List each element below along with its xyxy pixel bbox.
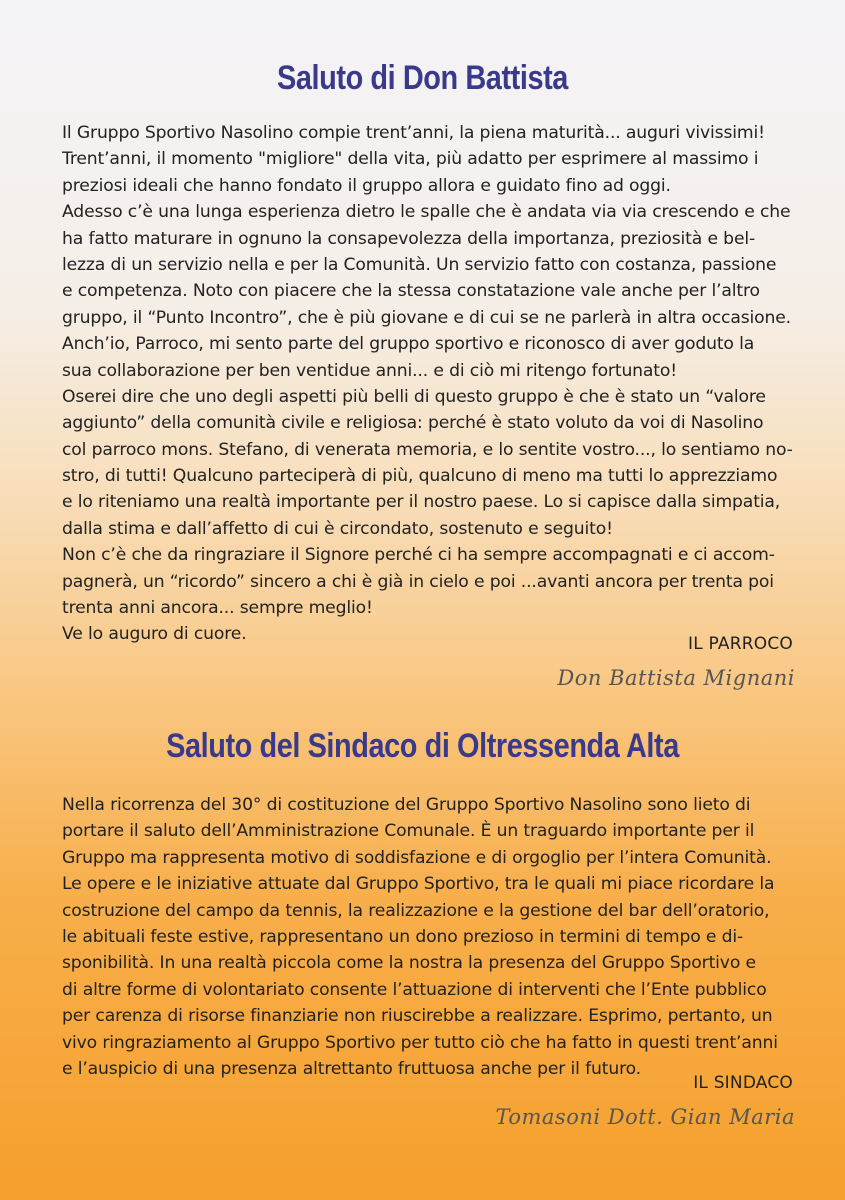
text-line: gruppo, il “Punto Incontro”, che è più giovane e di cui se ne parlerà in altra occasione. — [62, 307, 791, 328]
text-line: preziosi ideali che hanno fondato il gruppo allora e guidato fino ad oggi. — [62, 175, 671, 196]
text-line: aggiunto” della comunità civile e religiosa: perché è stato voluto da voi di Nasolino — [62, 413, 764, 434]
text-line: costruzione del campo da tennis, la realizzazione e la gestione del bar dell’oratorio, — [62, 900, 770, 921]
text-line: vivo ringraziamento al Gruppo Sportivo per tutto ciò che ha fatto in questi trent’anni — [62, 1032, 778, 1053]
text-line: Nella ricorrenza del 30° di costituzione del Gruppo Sportivo Nasolino sono lieto di — [62, 795, 751, 815]
text-line: col parroco mons. Stefano, di venerata memoria, e lo sentite vostro..., lo sentiamo no- — [62, 439, 793, 460]
text-line: per carenza di risorse finanziarie non riuscirebbe a realizzare. Esprimo, pertanto, un — [62, 1006, 773, 1027]
text-line: pagnerà, un “ricordo” sincero a chi è già in cielo e poi ...avanti ancora per trenta poi — [62, 571, 774, 592]
text-line: le abituali feste estive, rappresentano un dono prezioso in termini di tempo e di- — [62, 926, 744, 947]
signature-sindaco: Tomasoni Dott. Gian Maria — [495, 1105, 795, 1129]
text-line: ha fatto maturare in ognuno la consapevolezza della importanza, preziosità e bel- — [62, 228, 756, 249]
signer-role-sindaco: IL SINDACO — [693, 1073, 793, 1093]
text-line: Oserei dire che uno degli aspetti più belli di questo gruppo è che è stato un “valore — [62, 386, 766, 407]
section-title-parroco: Saluto di Don Battista — [277, 59, 568, 97]
text-line: dalla stima e dall’affetto di cui è circondato, sostenuto e seguito! — [62, 518, 613, 539]
text-line: e l’auspicio di una presenza altrettanto fruttuosa anche per il futuro. — [62, 1058, 641, 1079]
text-line: Anch’io, Parroco, mi sento parte del gruppo sportivo e riconosco di aver goduto la — [62, 334, 755, 355]
text-line: Non c’è che da ringraziare il Signore perché ci ha sempre accompagnati e ci accom- — [62, 545, 775, 566]
text-line: e competenza. Noto con piacere che la stessa constatazione vale anche per l’altro — [62, 281, 760, 302]
signature-parroco: Don Battista Mignani — [557, 666, 795, 690]
text-line: stro, di tutti! Qualcuno parteciperà di più, qualcuno di meno ma tutti lo apprezziamo — [62, 466, 778, 487]
body-text-sindaco — [62, 792, 797, 1082]
text-line: Ve lo auguro di cuore. — [62, 624, 247, 645]
text-line: portare il saluto dell’Amministrazione Comunale. È un traguardo importante per il — [62, 821, 755, 842]
text-line: e lo riteniamo una realtà importante per il nostro paese. Lo si capisce dalla simpatia, — [62, 492, 781, 513]
text-line: Il Gruppo Sportivo Nasolino compie trent’anni, la piena maturità... auguri vivissimi! — [62, 123, 765, 143]
text-line: lezza di un servizio nella e per la Comunità. Un servizio fatto con costanza, passione — [62, 254, 777, 275]
text-line: trenta anni ancora... sempre meglio! — [62, 598, 373, 619]
body-text-parroco — [62, 120, 797, 648]
text-line: Trent’anni, il momento "migliore" della vita, più adatto per esprimere al massimo i — [62, 149, 759, 170]
signer-role-parroco: IL PARROCO — [688, 634, 793, 654]
text-line: Adesso c’è una lunga esperienza dietro le spalle che è andata via via crescendo e che — [62, 202, 791, 223]
text-line: sua collaborazione per ben ventidue anni... e di ciò mi ritengo fortunato! — [62, 360, 678, 381]
text-line: sponibilità. In una realtà piccola come la nostra la presenza del Gruppo Sportivo e — [62, 953, 756, 974]
text-line: Le opere e le iniziative attuate dal Gruppo Sportivo, tra le quali mi piace ricordare la — [62, 874, 775, 895]
text-line: Gruppo ma rappresenta motivo di soddisfazione e di orgoglio per l’intera Comunità. — [62, 847, 772, 868]
section-title-sindaco: Saluto del Sindaco di Oltressenda Alta — [166, 727, 679, 765]
text-line: di altre forme di volontariato consente l’attuazione di interventi che l’Ente pubblico — [62, 979, 767, 1000]
